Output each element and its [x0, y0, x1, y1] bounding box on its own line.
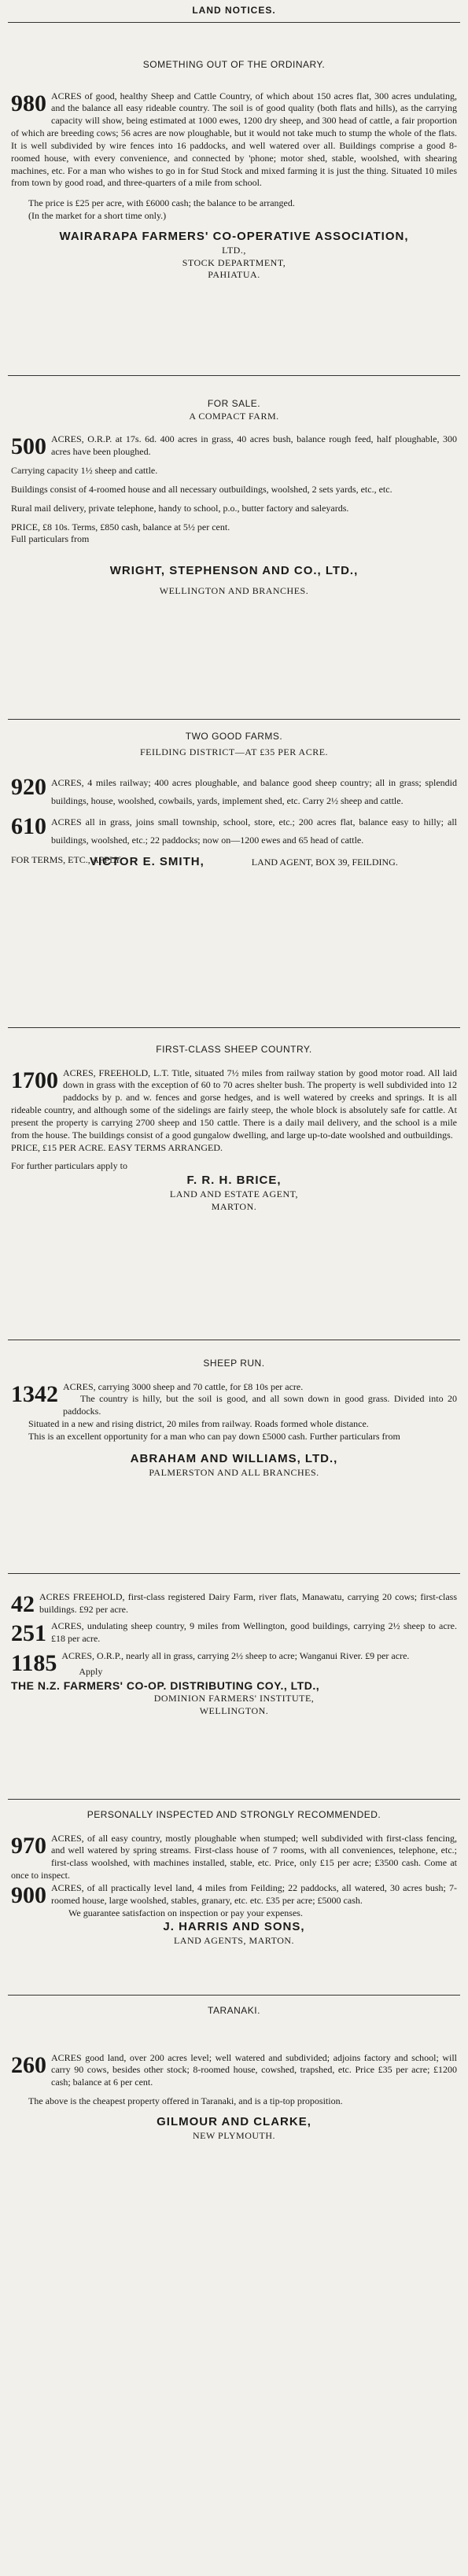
- firm-name: F. R. H. BRICE,: [186, 1174, 282, 1188]
- ad-note: (In the market for a short time only.): [28, 210, 167, 222]
- ad-body: [11, 2052, 457, 2089]
- firm-department: STOCK DEPARTMENT,: [182, 256, 286, 268]
- acreage-number: 610: [11, 813, 46, 840]
- firm-agent: LAND AND ESTATE AGENT,: [169, 1188, 299, 1200]
- ad-apply: Apply: [79, 1665, 103, 1677]
- ad-title: FOR SALE.: [207, 397, 261, 409]
- firm-name: THE N.Z. FARMERS' CO-OP. DISTRIBUTING COY., LTD.,: [11, 1679, 320, 1692]
- ad-sheep-run: [8, 1340, 460, 1573]
- listing-text: ACRES FREEHOLD, first-class registered Dairy Farm, river flats, Manawatu, carrying 20 cows; first-class buildings. £92 per acre.: [39, 1590, 457, 1615]
- acreage-number: 500: [11, 433, 46, 460]
- firm-name: WAIRARAPA FARMERS' CO-OPERATIVE ASSOCIATION,: [59, 229, 409, 243]
- agent-name: VICTOR E. SMITH,: [90, 854, 205, 868]
- ad-title: TWO GOOD FARMS.: [185, 730, 283, 742]
- ad-body: [11, 1067, 457, 1142]
- acreage-number: 251: [11, 1620, 46, 1647]
- ad-body-text: ACRES, FREEHOLD, L.T. Title, situated 7½ miles from railway station by good motor road. All laid down in grass with the exception of 60 to 70 acres shelter bush. The property is well subdivided into 12 paddocks by p. and w. fences and gorse hedges, and is well watered by creeks and springs. It is all rideable country, and although some of the sidelings are fairly steep, the whole block is absolutely safe for cattle. At present the property is carrying 2700 sheep and 150 cattle. There is a daily mail delivery, and the school is a mile from the house. The buildings consist of a good gungalow dwelling, and large up-to-date woolshed and outbuildings.: [11, 1067, 457, 1141]
- ad-nz-farmers-coop: [8, 1574, 460, 1799]
- firm-name: WRIGHT, STEPHENSON AND CO., LTD.,: [109, 564, 359, 578]
- listing-900: [11, 1882, 457, 1907]
- listing-text: ACRES, O.R.P., nearly all in grass, carrying 2½ sheep to acre; Wanganui River. £9 per acre.: [61, 1650, 410, 1662]
- firm-agents: LAND AGENTS, MARTON.: [173, 1935, 295, 1947]
- ad-price: PRICE, £15 PER ACRE. EASY TERMS ARRANGED.: [11, 1141, 223, 1153]
- land-notices-page: [8, 5, 460, 2565]
- acreage-number: 1185: [11, 1650, 57, 1677]
- ad-full-particulars: Full particulars from: [11, 533, 90, 545]
- ad-rural: Rural mail delivery, private telephone, handy to school, p.o., butter factory and saleyards.: [11, 502, 349, 514]
- firm-town: PAHIATUA.: [208, 269, 260, 281]
- firm-name: ABRAHAM AND WILLIAMS, LTD.,: [130, 1451, 338, 1465]
- page-header: LAND NOTICES.: [192, 5, 276, 16]
- firm-ltd: LTD.,: [222, 244, 246, 256]
- ad-subtitle: A COMPACT FARM.: [189, 410, 279, 422]
- ad-first-class-sheep-country: [8, 1028, 460, 1340]
- ad-subtitle: FEILDING DISTRICT—AT £35 PER ACRE.: [139, 746, 329, 757]
- firm-branches: WELLINGTON AND BRANCHES.: [159, 585, 309, 597]
- ad-body: [11, 90, 457, 190]
- firm-name: GILMOUR AND CLARKE,: [157, 2114, 311, 2128]
- ad-further: For further particulars apply to: [11, 1160, 127, 1172]
- ad-body-text: ACRES, carrying 3000 sheep and 70 cattle, for £8 10s per acre.: [63, 1380, 304, 1392]
- ad-para-1: The country is hilly, but the soil is good, and all sown down in good grass. Divided into 20 paddocks.: [63, 1393, 457, 1417]
- ad-price: PRICE, £8 10s. Terms, £850 cash, balance at 5½ per cent.: [11, 521, 230, 533]
- acreage-number: 920: [11, 774, 46, 801]
- firm-name: J. HARRIS AND SONS,: [163, 1920, 305, 1934]
- listing-text: ACRES, of all practically level land, 4 miles from Feilding; 22 paddocks, all watered, 30 acres bush; 7-roomed house, large woolshed, stables, granary, etc. etc. £35 per acre; £5000 cash.: [51, 1881, 457, 1906]
- ad-para-2: Situated in a new and rising district, 20 miles from railway. Roads formed whole distance.: [28, 1418, 369, 1430]
- listing-text: ACRES all in grass, joins small township, school, store, etc.; 200 acres flat, balance easy to hilly; all buildings, woolshed, etc.; 22 paddocks; now on—1200 ewes and 65 head of cattle.: [51, 816, 457, 846]
- listing-42: [11, 1591, 457, 1616]
- ad-two-good-farms: [8, 720, 460, 1027]
- acreage-number: 980: [11, 90, 46, 116]
- ad-something-out-of-the-ordinary: [8, 23, 460, 375]
- ad-title: PERSONALLY INSPECTED AND STRONGLY RECOMMENDED.: [87, 1808, 381, 1820]
- ad-terms: FOR TERMS, ETC., APPLY: [11, 853, 121, 865]
- ad-personally-inspected: [8, 1800, 460, 1995]
- agent-address: LAND AGENT, BOX 39, FEILDING.: [251, 856, 398, 868]
- acreage-number: 42: [11, 1590, 35, 1617]
- ad-title: SOMETHING OUT OF THE ORDINARY.: [142, 58, 326, 70]
- acreage-number: 260: [11, 2051, 46, 2078]
- ad-para-3: This is an excellent opportunity for a man who can pay down £5000 cash. Further particulars from: [28, 1430, 400, 1442]
- firm-town: WELLINGTON.: [199, 1705, 269, 1717]
- acreage-number: 1342: [11, 1380, 58, 1407]
- ad-body-text: ACRES of good, healthy Sheep and Cattle Country, of which about 150 acres flat, 300 acres undulating, and the balance all easy rideable country. The soil is of good quality (both flats and hills), as the carrying capacity will show, being estimated at 1000 ewes, 1200 dry sheep, and 300 head of cattle, a fair proportion of which are breeding cows; 56 acres are now ploughable, but it would not take much to stump the whole of the flats. It is well subdivided by wire fences into 16 paddocks, and well watered over all. Buildings comprise a good 8-roomed house, with every convenience, and connected by 'phone; motor shed, stable, woolshed, with shearing machines, etc. For a man who wishes to go in for Stud Stock and mixed farming it is just the thing. Situated 10 miles from town by good road, and three-quarters of a mile from school.: [11, 90, 457, 189]
- ad-buildings: Buildings consist of 4-roomed house and all necessary outbuildings, woolshed, 2 sets yards, etc., etc.: [11, 483, 392, 495]
- listing-251: [11, 1620, 457, 1645]
- ad-title: TARANAKI.: [208, 2004, 260, 2016]
- acreage-number: 1700: [11, 1067, 58, 1093]
- listing-970: [11, 1833, 457, 1882]
- ad-cheapest: The above is the cheapest property offered in Taranaki, and is a tip-top proposition.: [28, 2095, 343, 2107]
- ad-price: The price is £25 per acre, with £6000 cash; the balance to be arranged.: [28, 197, 295, 209]
- listing-text: ACRES, 4 miles railway; 400 acres ploughable, and balance good sheep country; all in grass; splendid buildings, house, woolshed, cowbails, yards, implement shed, etc. Carry 2½ sheep and cattle.: [51, 777, 457, 807]
- listing-text: ACRES, of all easy country, mostly ploughable when stumped; well subdivided with first-class fencing, and well watered by spring streams. First-class house of 7 rooms, with all conveniences, telephone, etc.; first-class woolshed, with machines installed, stable, etc. Price, only £15 per acre; £3500 cash. Come at once to inspect.: [11, 1832, 457, 1881]
- ad-title: FIRST-CLASS SHEEP COUNTRY.: [156, 1043, 312, 1055]
- firm-branches: PALMERSTON AND ALL BRANCHES.: [149, 1466, 319, 1478]
- ad-body: [11, 433, 457, 459]
- farm-listing-920: [11, 774, 457, 810]
- listing-text: ACRES, undulating sheep country, 9 miles from Wellington, good buildings, carrying 2½ sheep to acre. £18 per acre.: [51, 1620, 457, 1645]
- firm-town: MARTON.: [211, 1200, 257, 1212]
- firm-institute: DOMINION FARMERS' INSTITUTE,: [153, 1693, 315, 1704]
- ad-guarantee: We guarantee satisfaction on inspection or pay your expenses.: [68, 1907, 303, 1918]
- acreage-number: 970: [11, 1832, 46, 1859]
- ad-body-text: ACRES good land, over 200 acres level; well watered and subdivided; adjoins factory and school; will carry 90 cows, besides other stock; 8-roomed house, cowshed, trapshed, etc. Price £35 per acre; £1200 cash; balance at 6 per cent.: [51, 2051, 457, 2088]
- ad-taranaki: [8, 1996, 460, 2169]
- farm-listing-610: [11, 813, 457, 849]
- acreage-number: 900: [11, 1881, 46, 1908]
- ad-carrying: Carrying capacity 1½ sheep and cattle.: [11, 465, 158, 477]
- firm-town: NEW PLYMOUTH.: [192, 2129, 276, 2141]
- ad-body-text: ACRES, O.R.P. at 17s. 6d. 400 acres in grass, 40 acres bush, balance rough feed, half ploughable, 300 acres have been ploughed.: [51, 433, 457, 458]
- ad-title: SHEEP RUN.: [203, 1357, 265, 1369]
- ad-for-sale-compact-farm: [8, 376, 460, 719]
